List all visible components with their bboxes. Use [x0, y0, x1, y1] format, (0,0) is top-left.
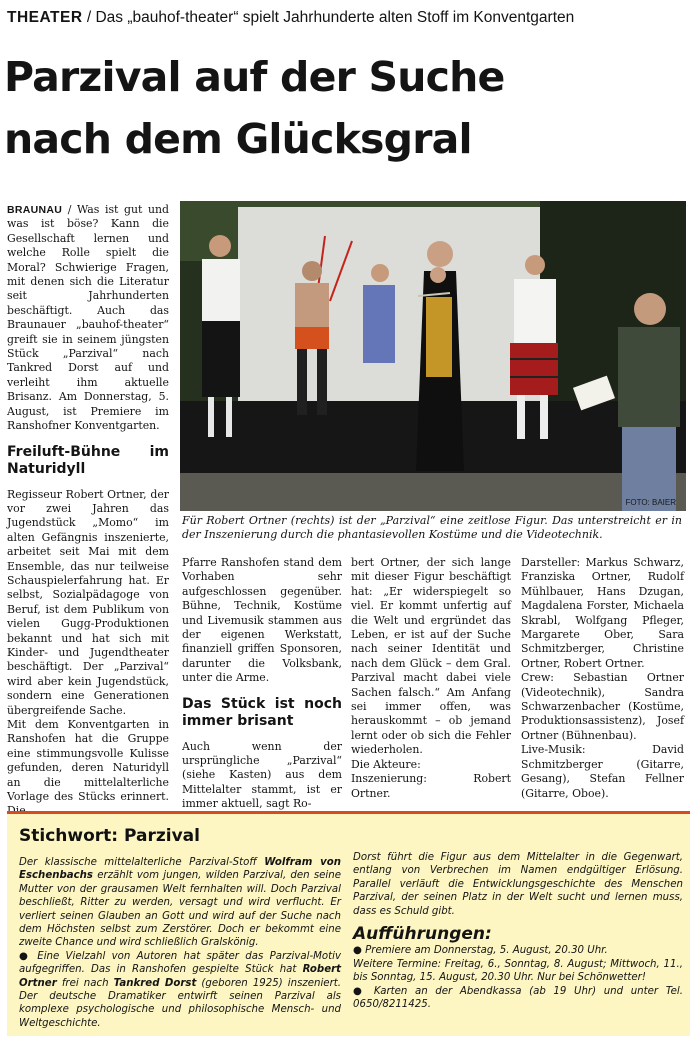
box-left-column: [19, 856, 341, 1032]
article-column-4: [521, 556, 684, 808]
kicker-text: Das „bauhof-theater“ spielt Jahrhunderte alten Stoff im Konventgarten: [95, 9, 575, 26]
photo-credit: FOTO: BAIER: [625, 498, 676, 507]
section-label: THEATER: [7, 9, 83, 26]
article-column-3: [351, 556, 511, 808]
headline: [4, 46, 694, 170]
article-column-1: [7, 203, 169, 808]
paragraph: Inszenierung: Robert Ortner.: [351, 772, 511, 800]
info-box: [7, 814, 690, 1036]
lead-paragraph: BRAUNAU / Was ist gut und was ist böse? Kann die Gesellschaft lernen und welche Rolle spielt die Moral? Schwierige Fragen, mit denen sich die Literatur seit Jahrhunderten beschäftigt. Auch das Braunauer „bauhof-theater“ greift sie in seinem jüngsten Stück „Parzival“ nach Tankred Dorst auf und verleiht ihm aktuelle Brisanz. Am Donnerstag, 5. August, ist Premiere im Ranshofner Konventgarten.: [7, 203, 169, 433]
box-paragraph: ● Premiere am Donnerstag, 5. August, 20.30 Uhr.: [353, 945, 608, 957]
section-kicker: [7, 9, 574, 27]
box-paragraph: ● Eine Vielzahl von Autoren hat später das Parzival-Motiv aufgegriffen. Das in Ranshofen gespielte Stück hat Robert Ortner frei nach Tankred Dorst (geboren 1925) inszeniert. Der deutsche Dramatiker entwirft seinen Parzival als komplexe psychologische und philosophische Mensch- und Weltgeschichte.: [19, 950, 341, 1029]
box-title: Stichwort: Parzival: [19, 826, 200, 846]
subhead-brisant: Das Stück ist noch immer brisant: [182, 695, 342, 729]
paragraph: Mit dem Konventgarten in Ranshofen hat die Gruppe eine stimmungsvolle Kulisse gefunden, deren Naturidyll an die mittelalterliche Vorlage des Stücks erinnert.: [7, 718, 169, 804]
headline-line-2: nach dem Glücksgral: [4, 115, 472, 163]
headline-line-1: Parzival auf der Suche: [4, 53, 505, 101]
box-paragraph: Der klassische mittelalterliche Parzival-Stoff Wolfram von Eschenbachs erzählt vom jungen, wilden Parzival, den seine Mutter von der grausamen Welt fernhalten will. Doch Parzival beschließt, Ritter zu werden, versagt und wird verflucht. Er verliert seinen Glauben an Gott und wird auf der Suche nach dem Höchsten selbst zum Zerstörer. Doch er bekommt eine zweite Chance und wird schließlich Gralskönig.: [19, 857, 341, 949]
paragraph: Auch wenn der ursprüngliche „Parzival“ (siehe Kasten) aus dem Mittelalter stammt, ist er immer aktuell, sagt Ro-: [182, 739, 342, 811]
paragraph: Crew: Sebastian Ortner (Videotechnik), Sandra Schwarzenbacher (Kostüme, Produktionsassistenz), Josef Ortner (Bühnenbau).: [521, 671, 684, 742]
paragraph: Live-Musik: David Schmitzberger (Gitarre, Gesang), Stefan Fellner (Gitarre, Oboe).: [521, 743, 684, 800]
box-paragraph: ● Karten an der Abendkassa (ab 19 Uhr) und unter Tel. 0650/8211425.: [353, 985, 683, 1011]
box-right-column: [353, 851, 683, 1033]
subhead-freiluft: Freiluft-Bühne im Naturidyll: [7, 443, 169, 477]
paragraph: bert Ortner, der sich lange mit dieser Figur beschäftigt hat: „Er widerspiegelt so viel. Er kommt unfertig auf die Welt und ergründet das Leben, er ist auf der Suche nach seiner Identität und nach dem Glück – dem Gral. Parzival macht dabei viele Sachen falsch.“ Am Anfang sei immer offen, was herauskommt – ob jemand lernt oder ob sich die Fehler wiederholen.: [351, 556, 511, 757]
paragraph: Regisseur Robert Ortner, der vor zwei Jahren das Jugendstück „Momo“ im alten Gefängnis inszenierte, arbeitet seit Mai mit dem Ensemble, das nur teilweise Schauspielerfahrung hat. Er selbst, Sozialpädagoge von Beruf, ist dem Publikum von vielen Gugg-Produktionen bekannt und hat sich mit Kinder- und Jugendtheater beschäftigt. Der „Parzival“ wird aber kein Jugendstück, sondern eine Generationen übergreifende Sache.: [7, 487, 169, 717]
box-subhead-auffuehrungen: Aufführungen:: [353, 924, 492, 945]
photo-caption: Für Robert Ortner (rechts) ist der „Parzival“ eine zeitlose Figur. Das unterstreicht er in der Inszenierung durch die phantasievollen Kostüme und die Videotechnik.: [182, 514, 682, 541]
stage-photo-illustration: [180, 201, 686, 511]
paragraph: Darsteller: Markus Schwarz, Franziska Ortner, Rudolf Mühlbauer, Hans Dzugan, Magdalena Forster, Michaela Skrabl, Wolfgang Pfleger, Margarete Ober, Sara Schmitzberger, Christine Ortner, Robert Ortner.: [521, 556, 684, 670]
box-paragraph: Dorst führt die Figur aus dem Mittelalter in die Gegenwart, entlang von Verbrechen im Namen endgültiger Erlösung. Parallel verläuft die Entwicklungsgeschichte des Menschen Parzival, der seinen Platz in der Welt sucht und lernen muss, dass es Schuld gibt.: [353, 852, 683, 917]
dateline: BRAUNAU: [7, 204, 63, 216]
box-paragraph: Weitere Termine: Freitag, 6., Sonntag, 8. August; Mittwoch, 11., bis Sonntag, 15. August, 20.30 Uhr. Nur bei Schönwetter!: [353, 958, 683, 984]
kicker-separator: /: [82, 9, 96, 26]
paragraph: Pfarre Ranshofen stand dem Vorhaben sehr aufgeschlossen gegenüber. Bühne, Technik, Kostüme und Livemusik stammen aus der eigenen Werkstatt, finanziell griffen Sponsoren, darunter die Volksbank, unter die Arme.: [182, 556, 342, 685]
article-column-2: [182, 556, 342, 811]
stage-photo: [180, 201, 686, 511]
paragraph: Die Akteure:: [351, 757, 421, 771]
